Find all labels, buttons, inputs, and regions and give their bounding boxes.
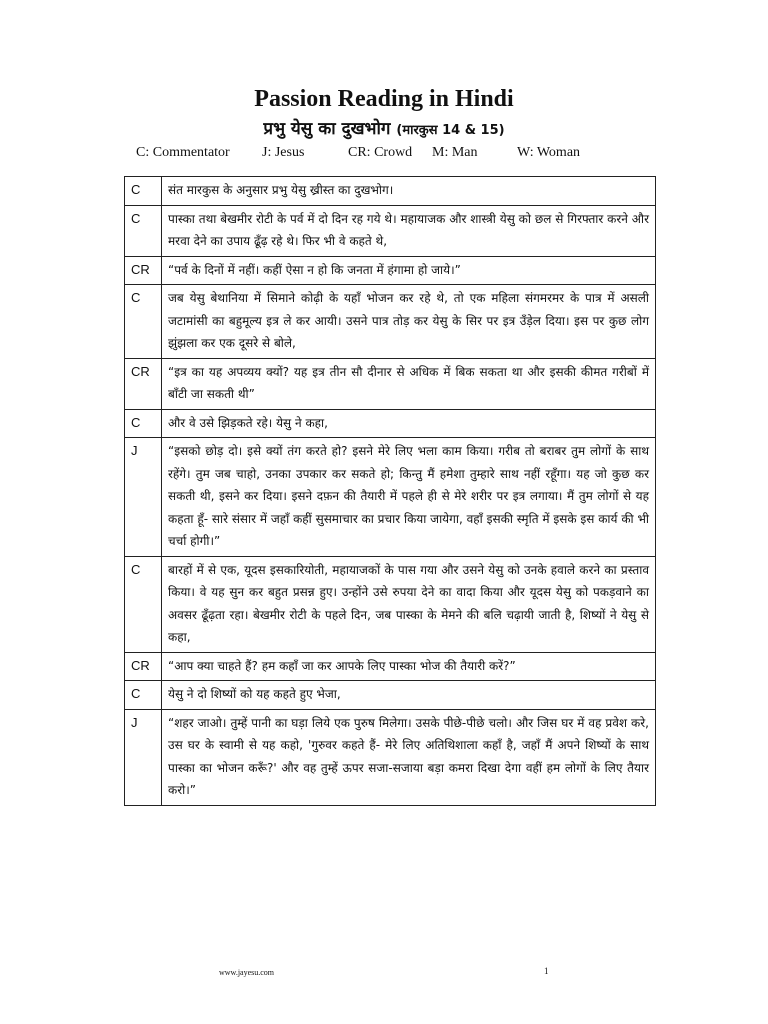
dialogue-text-cell: पास्का तथा बेखमीर रोटी के पर्व में दो दिन रह गये थे। महायाजक और शास्त्री येसु को छल से गिरफ्तार करने और मरवा देने का उपाय ढूँढ़ रहे थे। फिर भी वे कहते थे,: [162, 205, 656, 256]
speaker-cell: C: [125, 681, 162, 710]
document-title: Passion Reading in Hindi: [254, 86, 514, 112]
legend-man: M: Man: [432, 145, 478, 160]
script-row: [125, 709, 656, 805]
script-row: [125, 409, 656, 438]
dialogue-text-cell: “शहर जाओ। तुम्हें पानी का घड़ा लिये एक पुरुष मिलेगा। उसके पीछे-पीछे चलो। और जिस घर में वह प्रवेश करे, उस घर के स्वामी से यह कहो, 'गुरुवर कहते हैं- मेरे लिए अतिथिशाला कहाँ है, जहाँ मैं अपने शिष्यों के साथ पास्का का भोजन करूँ?' और वह तुम्हें ऊपर सजा-सजाया बड़ा कमरा दिखा देगा वहीं हम लोगों के लिए तैयार करो।”: [162, 709, 656, 805]
dialogue-text-cell: “आप क्या चाहते हैं? हम कहाँ जा कर आपके लिए पास्का भोज की तैयारी करें?”: [162, 652, 656, 681]
legend-commentator: C: Commentator: [136, 145, 230, 160]
legend-crowd: CR: Crowd: [348, 145, 413, 160]
subtitle-main: प्रभु येसु का दुखभोग: [263, 119, 391, 139]
dialogue-text-cell: “इत्र का यह अपव्यय क्यों? यह इत्र तीन सौ दीनार से अधिक में बिक सकता था और इसकी कीमत गरीबों में बाँटी जा सकती थी”: [162, 358, 656, 409]
dialogue-text-cell: येसु ने दो शिष्यों को यह कहते हुए भेजा,: [162, 681, 656, 710]
script-row: [125, 652, 656, 681]
legend-jesus: J: Jesus: [262, 145, 305, 160]
dialogue-text-cell: “इसको छोड़ दो। इसे क्यों तंग करते हो? इसने मेरे लिए भला काम किया। गरीब तो बराबर तुम लोगों के साथ रहेंगे। तुम जब चाहो, उनका उपकार कर सकते हो; किन्तु मैं हमेशा तुम्हारे साथ नहीं रहूँगा। यह जो कुछ कर सकती थी, इसने कर दिया। इसने दफ़न की तैयारी में पहले ही से मेरे शरीर पर इत्र लगाया। मैं तुम लोगों से यह कहता हूँ- सारे संसार में जहाँ कहीं सुसमाचार का प्रचार किया जायेगा, वहाँ इसकी स्मृति में इसके इस कार्य की भी चर्चा होगी।”: [162, 438, 656, 557]
speaker-cell: CR: [125, 358, 162, 409]
speaker-cell: C: [125, 409, 162, 438]
script-row: [125, 205, 656, 256]
speaker-cell: C: [125, 556, 162, 652]
passion-script-table: [124, 176, 656, 806]
legend-woman: W: Woman: [517, 145, 581, 160]
speaker-cell: CR: [125, 256, 162, 285]
dialogue-text-cell: और वे उसे झिड़कते रहे। येसु ने कहा,: [162, 409, 656, 438]
script-table-body: [125, 177, 656, 806]
document-subtitle: [0, 117, 768, 143]
speaker-cell: CR: [125, 652, 162, 681]
speaker-cell: C: [125, 285, 162, 359]
dialogue-text-cell: “पर्व के दिनों में नहीं। कहीं ऐसा न हो कि जनता में हंगामा हो जाये।”: [162, 256, 656, 285]
script-row: [125, 438, 656, 557]
speaker-cell: C: [125, 177, 162, 206]
footer-url: www.jayesu.com: [219, 968, 275, 977]
subtitle-reference: (मारकुस 14 & 15): [396, 123, 505, 138]
page-number: 1: [544, 966, 549, 976]
script-row: [125, 177, 656, 206]
script-row: [125, 556, 656, 652]
dialogue-text-cell: संत मारकुस के अनुसार प्रभु येसु ख्रीस्त का दुखभोग।: [162, 177, 656, 206]
speaker-cell: J: [125, 709, 162, 805]
script-row: [125, 256, 656, 285]
script-row: [125, 681, 656, 710]
speaker-cell: J: [125, 438, 162, 557]
dialogue-text-cell: बारहों में से एक, यूदस इसकारियोती, महायाजकों के पास गया और उसने येसु को उनके हवाले करने का प्रस्ताव किया। वे यह सुन कर बहुत प्रसन्न हुए। उन्होंने उसे रुपया देने का वादा किया और यूदस येसु को पकड़वाने का अवसर ढूँढ़ता रहा। बेखमीर रोटी के पहले दिन, जब पास्का के मेमने की बलि चढ़ायी जाती है, शिष्यों ने येसु से कहा,: [162, 556, 656, 652]
dialogue-text-cell: जब येसु बेथानिया में सिमाने कोढ़ी के यहाँ भोजन कर रहे थे, तो एक महिला संगमरमर के पात्र में असली जटामांसी का बहुमूल्य इत्र ले कर आयी। उसने पात्र तोड़ कर येसु के सिर पर इत्र उँड़ेल दिया। इस पर कुछ लोग झुंझला कर एक दूसरे से बोले,: [162, 285, 656, 359]
script-row: [125, 285, 656, 359]
speaker-cell: C: [125, 205, 162, 256]
script-row: [125, 358, 656, 409]
